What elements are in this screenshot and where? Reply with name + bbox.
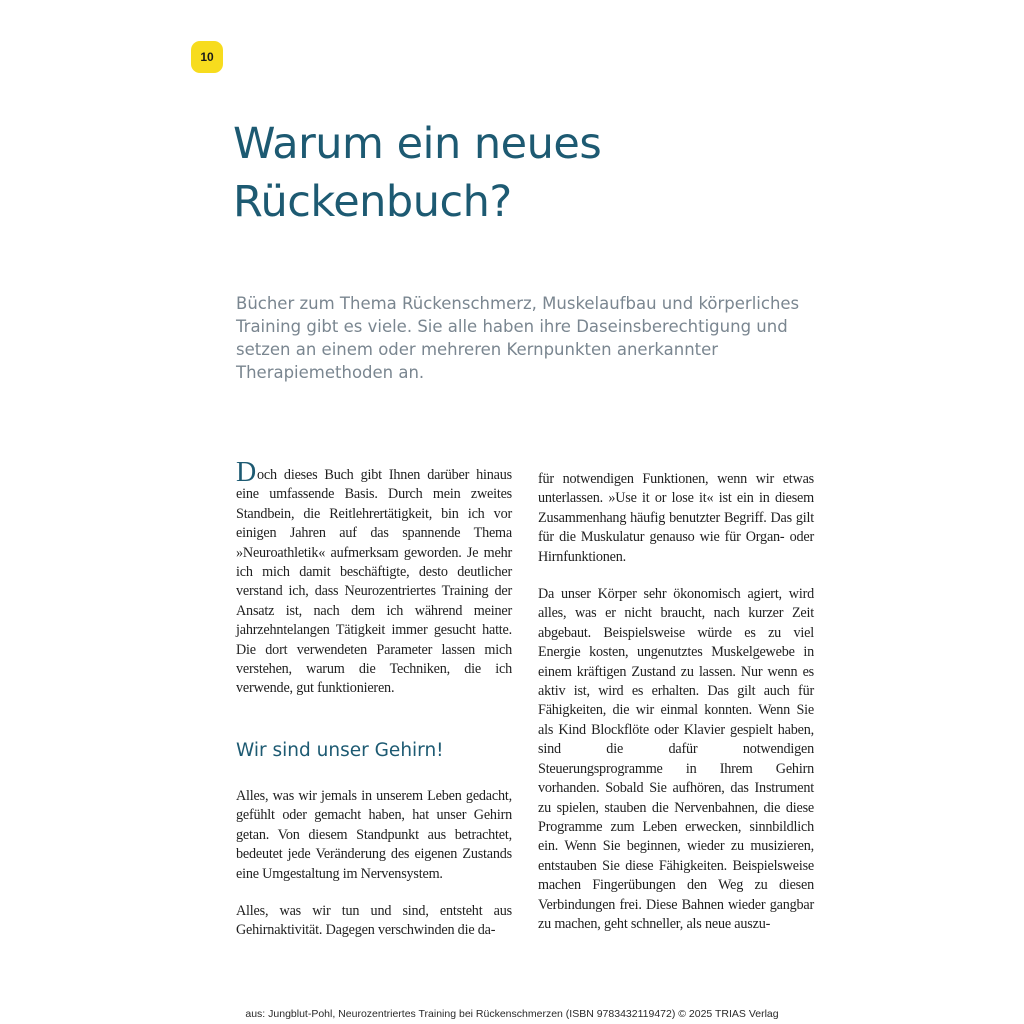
chapter-title-line-2: Rückenbuch? — [233, 177, 512, 227]
body-paragraph: Da unser Körper sehr ökonomisch agiert, wird alles, was er nicht braucht, nach kurzer Zeit abgebaut. Beispielsweise würde es zu viel Energie kosten, ungenutztes Muskelgewebe in einem kräftigen Zustand zu lassen. Nur wenn es aktiv ist, wird es erhalten. Das gilt auch für Fähigkeiten, die wir einmal konnten. Wenn Sie als Kind Blockflöte oder Klavier gespielt haben, sind die dafür notwendigen Steuerungsprogramme in Ihrem Gehirn vorhanden. Sobald Sie aufhören, das Instrument zu spielen, stauben die Nervenbahnen, die diese Programme zum Leben erwecken, sinnbildlich ein. Wenn Sie beginnen, wieder zu musizieren, entstauben Sie diese Fähigkeiten. Beispielsweise machen Fingerübungen den Weg zu diesen Verbindungen frei. Diese Bahnen wieder gangbar zu machen, geht schneller, als neue auszu- — [538, 586, 814, 932]
drop-cap: D — [236, 457, 257, 488]
text-column-left — [236, 457, 512, 941]
source-footer: aus: Jungblut-Pohl, Neurozentriertes Training bei Rückenschmerzen (ISBN 9783432119472) © 2025 TRIAS Verlag — [245, 1008, 779, 1020]
body-paragraph — [236, 457, 512, 699]
body-paragraph: Alles, was wir tun und sind, entsteht aus Gehirnaktivität. Dagegen verschwinden die da- — [236, 902, 512, 939]
body-paragraph: für notwendigen Funktionen, wenn wir etwas unterlassen. »Use it or lose it« ist ein in diesem Zusammenhang häufig benutzter Begriff. Das gilt für die Muskulatur genauso wie für Organ- oder Hirnfunktionen. — [538, 471, 814, 565]
paragraph-text: och dieses Buch gibt Ihnen darüber hinaus eine umfassende Basis. Durch mein zweites Standbein, die Reitlehrertätigkeit, bin ich vor einigen Jahren auf das spannende Thema »Neuroathletik« aufmerksam geworden. Je mehr ich mich damit beschäftigte, desto deutlicher verstand ich, dass Neurozentriertes Training der Ansatz ist, nach dem ich während meiner jahrzehntelangen Tätigkeit immer gesucht hatte. Die dort verwendeten Parameter lassen mich verstehen, warum die Techniken, die ich verwende, gut funktionieren. — [236, 467, 512, 697]
text-column-right — [538, 470, 814, 934]
page-number-badge: 10 — [191, 41, 223, 73]
chapter-title — [233, 115, 873, 231]
chapter-title-line-1: Warum ein neues — [233, 119, 602, 169]
intro-paragraph: Bücher zum Thema Rückenschmerz, Muskelaufbau und körperliches Training gibt es viele. Sie alle haben ihre Daseinsberechtigung und setzen an einem oder mehreren Kernpunkten anerkannter Therapiemethoden an. — [236, 294, 800, 382]
section-subheading: Wir sind unser Gehirn! — [236, 739, 444, 761]
body-paragraph: Alles, was wir jemals in unserem Leben gedacht, gefühlt oder gemacht haben, hat unser Gehirn getan. Von diesem Standpunkt aus betrachtet, bedeutet jede Veränderung des eigenen Zustands eine Umgestaltung im Nervensystem. — [236, 787, 512, 882]
